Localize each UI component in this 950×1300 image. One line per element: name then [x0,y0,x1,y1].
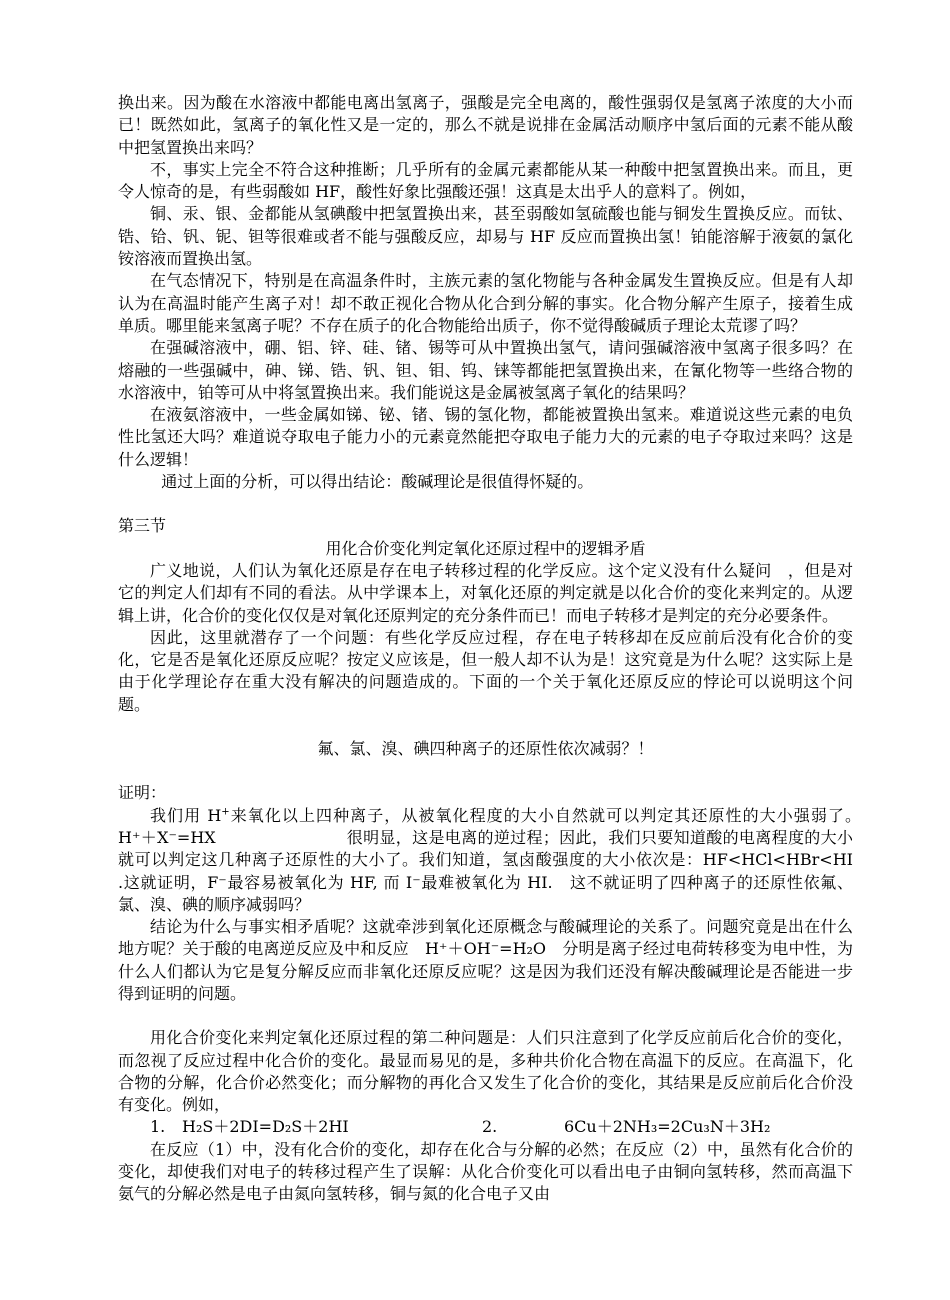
proof-text-b: 来氧化以上四种离子，从被氧化程度的大小自然就可以判定其还原性的大小强弱了。 [229,805,853,825]
proof-equation: H⁺＋X⁻=HX [118,827,216,847]
proof-paragraph-1 [118,805,875,916]
paragraph-definition: 广义地说，人们认为氧化还原是存在电子转移过程的化学反应。这个定义没有什么疑问 ，但是对它的判定人们却有不同的看法。从中学课本上，对氧化还原的判定就是以化合价的变化来判定的。从逻辑上讲，化合价的变化仅仅是对氧化还原判定的充分条件而已！而电子转移才是判定的充分必要条件。 [118,560,853,625]
paragraph-strong-base: 在强碱溶液中，硼、铝、锌、硅、锗、锡等可从中置换出氢气，请问强碱溶液中氢离子很多吗？在熔融的一些强碱中，砷、锑、锆、钒、钽、钼、钨、铼等都能把氢置换出来，在氰化物等一些络合物的水溶液中，铂等可从中将氢置换出来。我们能说这是金属被氢离子氧化的结果吗？ [118,338,853,402]
section-label: 第三节 [118,516,167,536]
equation-1: H₂S＋2DI=D₂S＋2HI [182,1117,349,1137]
equation-line [118,1116,853,1138]
paragraph-hidden-problem: 因此，这里就潜存了一个问题：有些化学反应过程，存在电子转移却在反应前后没有化合价的变化，它是否是氧化还原反应呢？按定义应该是，但一般人却不认为是！这究竟是为什么呢？这实际上是由于化学理论存在重大没有解决的问题造成的。下面的一个关于氧化还原反应的悖论可以说明这个问题。 [118,627,853,714]
equation-number-1: 1. [150,1117,166,1137]
superscript-plus: + [221,806,230,818]
proof-text-c: 很明显，这是电离的逆过程；因此，我们只要知道酸的电离程度的大小就可以判定这几种离子还原性的大小了。我们知道，氢卤酸强度的大小依次是：HF<HCl<HBr<HI .这就证明，F⁻最容易被氧化为 HF, 而 I⁻最难被氧化为 HI. 这不就证明了四种离子的还原性依氟、氯、溴、碘的顺序减弱吗？ [118,827,875,914]
paragraph-liquid-ammonia: 在液氨溶液中，一些金属如锑、铋、锗、锡的氢化物，都能被置换出氢来。难道说这些元素的电负性比氢还大吗？难道说夺取电子能力小的元素竟然能把夺取电子能力大的元素的电子夺取过来吗？这是什么逻辑！ [118,405,853,469]
paragraph-gas-state: 在气态情况下，特别是在高温条件时，主族元素的氢化物能与各种金属发生置换反应。但是有人却认为在高温时能产生离子对！却不敢正视化合物从化合到分解的事实。化合物分解产生原子，接着生成单质。哪里能来氢离子呢？不存在质子的化合物能给出质子，你不觉得酸碱质子理论太荒谬了吗？ [118,271,853,335]
proof-label: 证明： [118,783,167,803]
section-title: 用化合价变化判定氧化还原过程中的逻辑矛盾 [325,538,646,558]
paradox-title: 氟、氯、溴、碘四种离子的还原性依次减弱？！ [317,739,654,759]
paragraph-acid-hydrogen: 换出来。因为酸在水溶液中都能电离出氢离子，强酸是完全电离的，酸性强弱仅是氢离子浓度的大小而已！既然如此，氢离子的氧化性又是一定的，那么不就是说排在金属活动顺序中氢后面的元素不能从酸中把氢置换出来吗？ [118,93,853,157]
paragraph-conclusion: 通过上面的分析，可以得出结论：酸碱理论是很值得怀疑的。 [161,472,594,492]
paragraph-metals-replace: 不，事实上完全不符合这种推断；几乎所有的金属元素都能从某一种酸中把氢置换出来。而且，更令人惊奇的是，有些弱酸如 HF，酸性好象比强酸还强！这真是太出乎人的意料了。例如， [118,159,853,202]
document-page [118,92,875,1206]
equation-number-2: 2. [482,1117,498,1137]
paragraph-final: 在反应（1）中，没有化合价的变化，却存在化合与分解的必然；在反应（2）中，虽然有化合价的变化，却使我们对电子的转移过程产生了误解：从化合价变化可以看出电子由铜向氢转移，然而高温下氨气的分解必然是电子由氮向氢转移，铜与氮的化合电子又由 [118,1139,853,1204]
proof-text-a: 我们用 H [150,805,222,825]
paragraph-examples-copper: 铜、汞、银、金都能从氢碘酸中把氢置换出来，甚至弱酸如氢硫酸也能与铜发生置换反应。而钛、锆、铪、钒、铌、钽等很难或者不能与强酸反应，却易与 HF 反应而置换出氢！铂能溶解于液氨的氯化铵溶液而置换出氢。 [118,204,853,269]
equation-2: 6Cu＋2NH₃=2Cu₃N＋3H₂ [564,1117,771,1137]
paragraph-second-problem: 用化合价变化来判定氧化还原过程的第二种问题是：人们只注意到了化学反应前后化合价的变化，而忽视了反应过程中化合价的变化。最显而易见的是，多种共价化合物在高温下的反应。在高温下，化合物的分解，化合价必然变化；而分解物的再化合又发生了化合价的变化，其结果是反应前后化合价没有变化。例如， [118,1028,853,1115]
proof-paragraph-2: 结论为什么与事实相矛盾呢？这就牵涉到氧化还原概念与酸碱理论的关系了。问题究竟是出在什么地方呢？关于酸的电离逆反应及中和反应 H⁺＋OH⁻=H₂O 分明是离子经过电荷转移变为电中性，为什么人们都认为它是复分解反应而非氧化还原反应呢？这是因为我们还没有解决酸碱理论是否能进一步得到证明的问题。 [118,917,853,1003]
